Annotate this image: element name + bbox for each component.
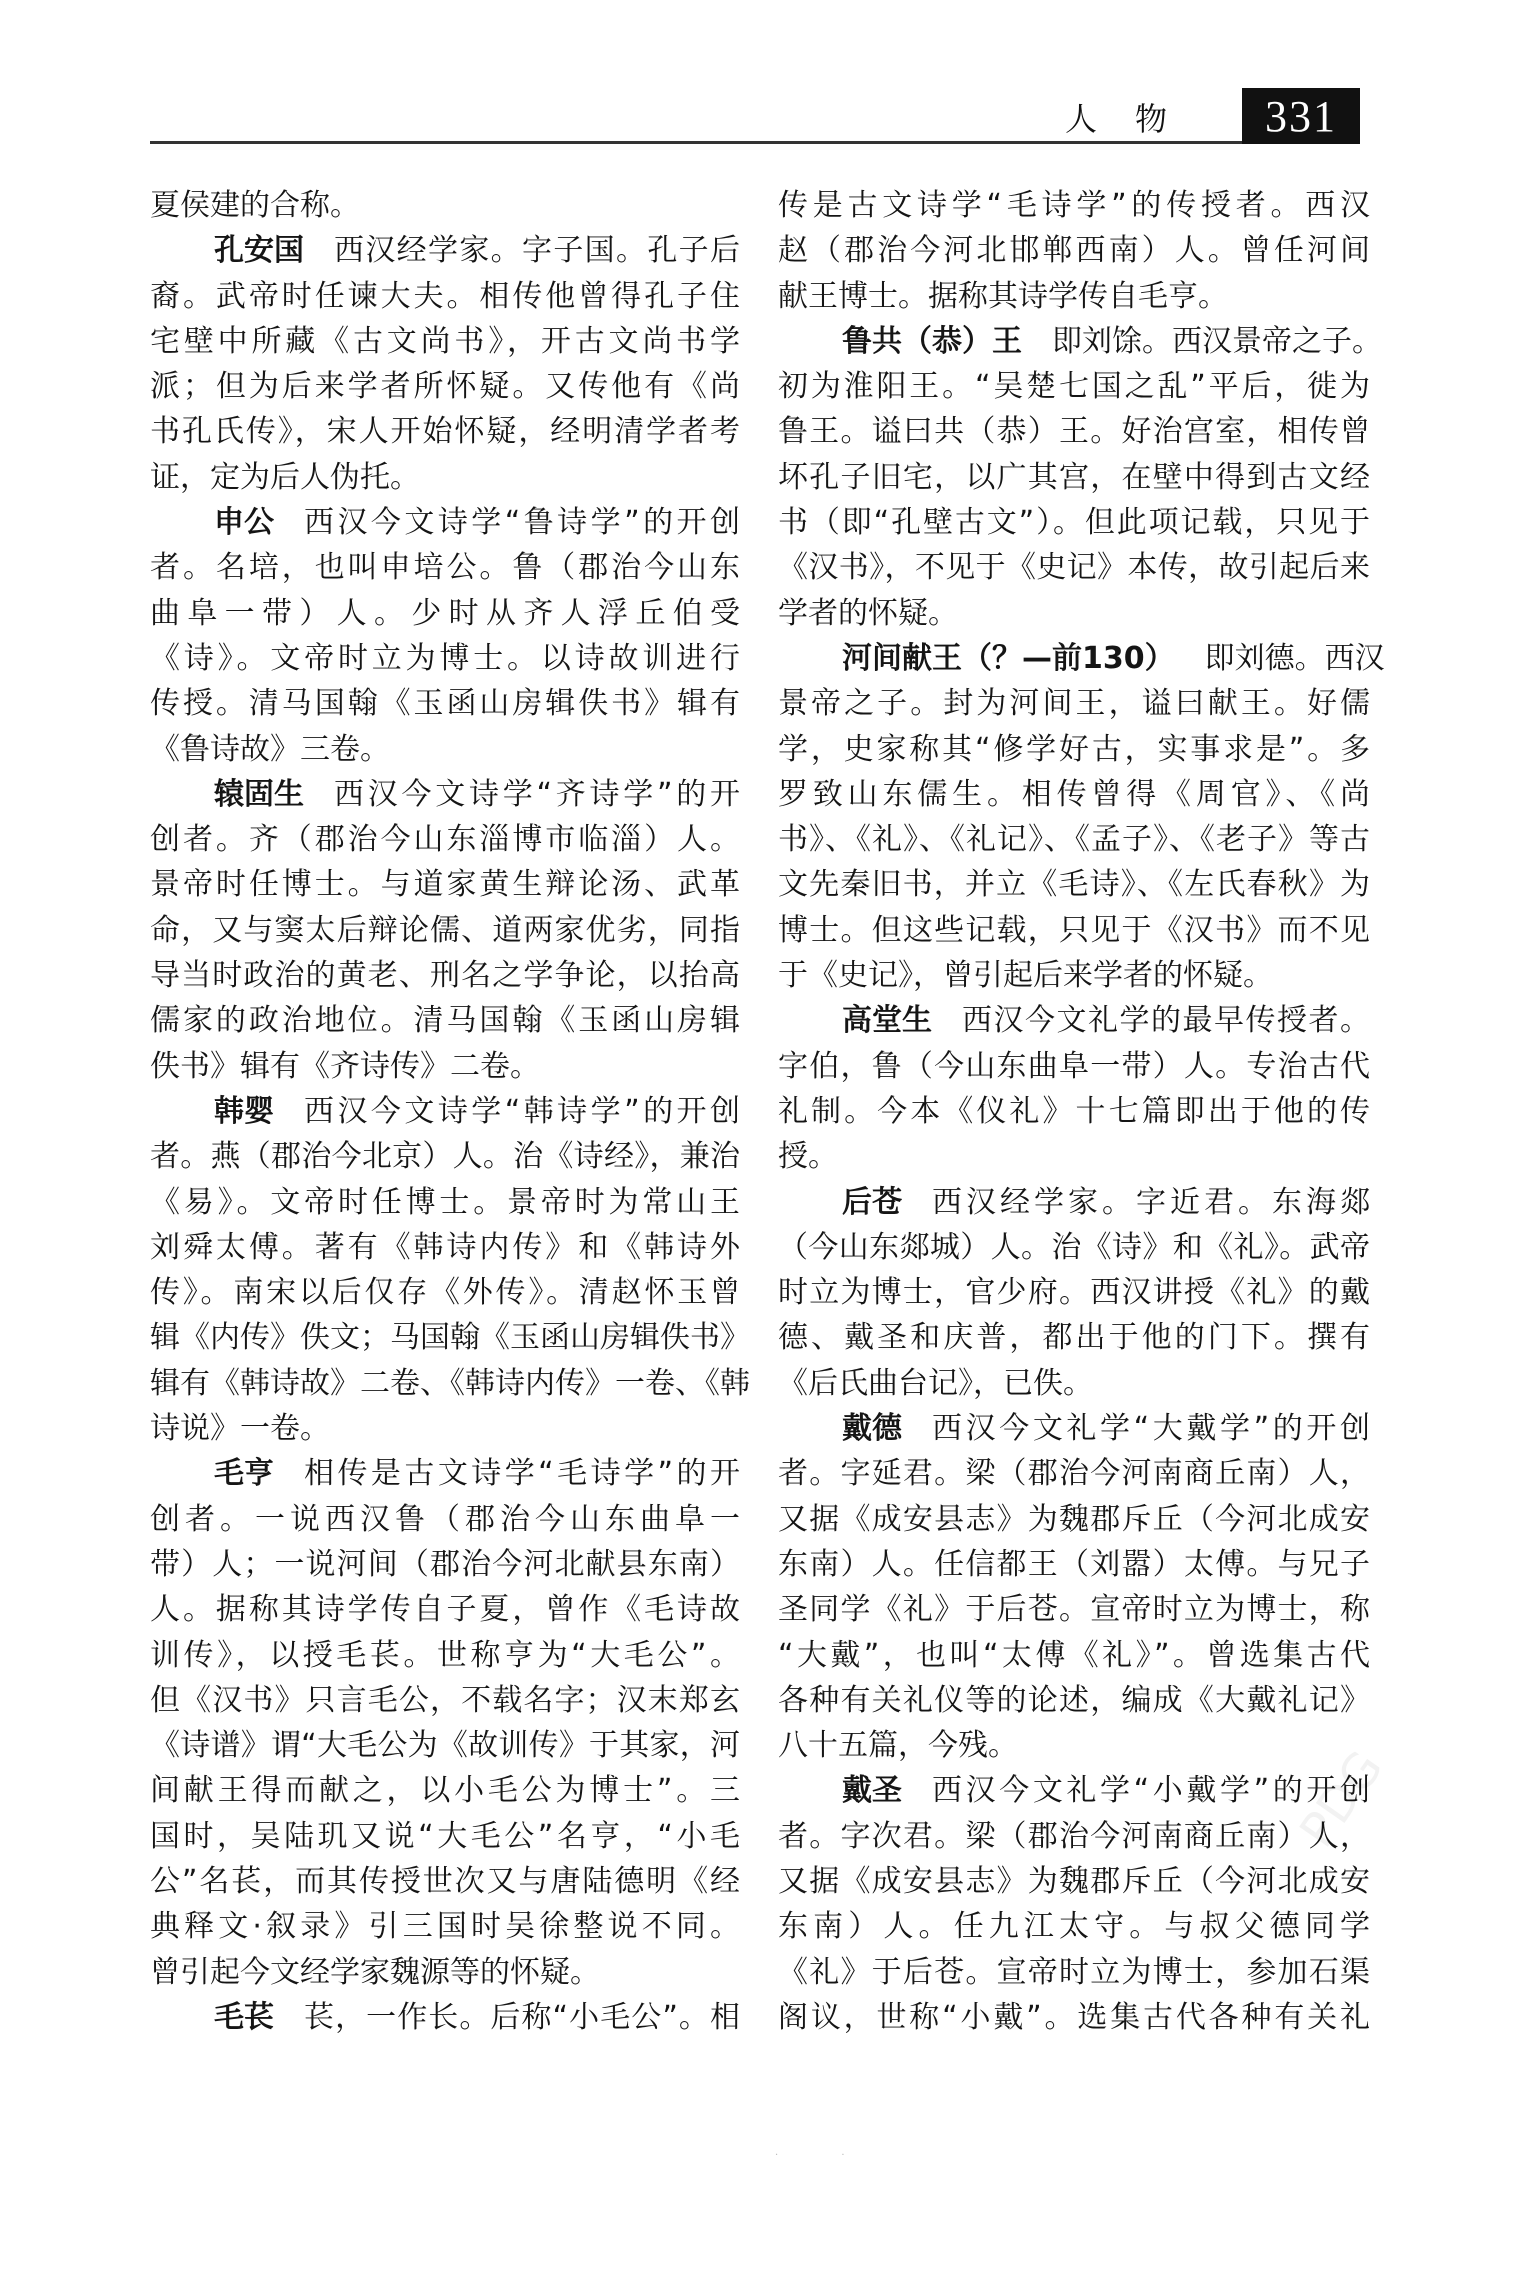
line-text: 文先秦旧书，并立《毛诗》、《左氏春秋》为: [778, 867, 1370, 903]
text-line: [778, 1361, 1370, 1406]
text-line: [778, 455, 1370, 500]
line-text: 初为淮阳王。“吴楚七国之乱”平后，徙为: [778, 369, 1370, 405]
footer-marks: · ·: [775, 2150, 875, 2161]
line-text: 西汉今文礼学“大戴学”的开创: [932, 1411, 1370, 1447]
line-text: 献王博士。据称其诗学传自毛亨。: [778, 278, 1228, 314]
text-line: [150, 319, 740, 364]
line-text: 罗致山东儒生。相传曾得《周官》、《尚: [778, 776, 1370, 812]
line-text: 书》、《礼》、《礼记》、《孟子》、《老子》等古: [778, 822, 1370, 858]
line-text: 西汉今文诗学“鲁诗学”的开创: [304, 505, 740, 541]
header-rule: [150, 141, 1360, 144]
text-line: [150, 183, 740, 228]
entry-first-line: [778, 1406, 1370, 1451]
text-line: [150, 862, 740, 907]
text-line: [778, 1950, 1370, 1995]
line-text: 阁议，世称“小戴”。选集古代各种有关礼: [778, 1999, 1370, 2035]
text-line: [778, 772, 1370, 817]
text-line: [150, 636, 740, 681]
line-text: 《鲁诗故》三卷。: [150, 731, 390, 767]
text-line: [150, 409, 740, 454]
page-number: 331: [1242, 88, 1360, 144]
line-text: 辑有《韩诗故》二卷、《韩诗内传》一卷、《韩: [150, 1365, 750, 1401]
line-text: 德、戴圣和庆普，都出于他的门下。撰有: [778, 1320, 1370, 1356]
line-text: 各种有关礼仪等的论述，编成《大戴礼记》: [778, 1682, 1370, 1718]
entry-first-line: [778, 1180, 1370, 1225]
line-text: 公”名苌，而其传授世次又与唐陆德明《经: [150, 1863, 740, 1899]
text-line: [778, 500, 1370, 545]
line-text: 人。据称其诗学传自子夏，曾作《毛诗故: [150, 1592, 740, 1628]
line-text: 学，史家称其“修学好古，实事求是”。多: [778, 731, 1370, 767]
text-line: [778, 1134, 1370, 1179]
line-text: 东南）人。任信都王（刘嚣）太傅。与兄子: [778, 1546, 1370, 1582]
text-line: [778, 1814, 1370, 1859]
text-line: [150, 1904, 740, 1949]
text-line: [150, 1361, 750, 1406]
line-text: 《诗》。文帝时立为博士。以诗故训进行: [150, 640, 740, 676]
text-line: [150, 1180, 740, 1225]
text-line: [150, 1270, 740, 1315]
entry-headword: 申公: [214, 505, 274, 541]
text-line: [150, 1044, 740, 1089]
text-line: [150, 1723, 740, 1768]
entry-first-line: [778, 636, 1385, 681]
text-line: [150, 455, 740, 500]
line-text: 者。燕（郡治今北京）人。治《诗经》，兼治: [150, 1139, 740, 1175]
entry-first-line: [150, 1451, 740, 1496]
line-text: 书孔氏传》，宋人开始怀疑，经明清学者考: [150, 414, 740, 450]
text-line: [150, 1814, 740, 1859]
line-text: 《后氏曲台记》，已佚。: [778, 1365, 1093, 1401]
line-text: 命，又与窦太后辩论儒、道两家优劣，同指: [150, 912, 740, 948]
line-text: 裔。武帝时任谏大夫。相传他曾得孔子住: [150, 278, 740, 314]
line-text: 授。: [778, 1139, 838, 1175]
text-line: [150, 908, 740, 953]
line-text: 者。名培，也叫申培公。鲁（郡治今山东: [150, 550, 740, 586]
text-line: [778, 1542, 1370, 1587]
text-line: [150, 1134, 740, 1179]
text-line: [778, 1044, 1370, 1089]
line-text: 相传是古文诗学“毛诗学”的开: [304, 1456, 740, 1492]
text-line: [778, 953, 1370, 998]
entry-headword: 戴圣: [842, 1773, 902, 1809]
text-line: [150, 1633, 740, 1678]
line-text: 圣同学《礼》于后苍。宣帝时立为博士，称: [778, 1592, 1370, 1628]
line-text: 派；但为后来学者所怀疑。又传他有《尚: [150, 369, 740, 405]
line-text: 夏侯建的合称。: [150, 188, 360, 223]
text-line: [150, 1768, 740, 1813]
text-line: [150, 1542, 740, 1587]
line-text: 《汉书》，不见于《史记》本传，故引起后来: [778, 550, 1370, 586]
line-text: 诗说》一卷。: [150, 1411, 330, 1447]
text-line: [778, 1723, 1370, 1768]
line-text: 西汉经学家。字子国。孔子后: [334, 233, 740, 269]
line-text: 《礼》于后苍。宣帝时立为博士，参加石渠: [778, 1954, 1370, 1990]
line-text: 西汉经学家。字近君。东海郯: [932, 1184, 1370, 1220]
line-text: 礼制。今本《仪礼》十七篇即出于他的传: [778, 1093, 1370, 1129]
text-line: [150, 364, 740, 409]
running-header: [150, 92, 1360, 148]
text-line: [150, 1587, 740, 1632]
line-text: （今山东郯城）人。治《诗》和《礼》。武帝: [778, 1229, 1370, 1265]
line-text: 即刘馀。西汉景帝之子。: [1052, 323, 1382, 359]
text-line: [150, 998, 740, 1043]
line-text: 宅壁中所藏《古文尚书》，开古文尚书学: [150, 323, 740, 359]
entry-first-line: [150, 228, 740, 273]
text-line: [778, 1587, 1370, 1632]
text-line: [150, 1950, 740, 1995]
entry-headword: 高堂生: [842, 1003, 932, 1039]
text-line: [778, 1995, 1370, 2040]
line-text: 证，定为后人伪托。: [150, 459, 420, 495]
line-text: 于《史记》，曾引起后来学者的怀疑。: [778, 958, 1273, 994]
text-line: [778, 1089, 1370, 1134]
entry-headword: 韩婴: [214, 1093, 274, 1129]
text-line: [778, 409, 1370, 454]
text-line: [150, 1315, 750, 1360]
text-line: [150, 1225, 740, 1270]
line-text: 又据《成安县志》为魏郡斥丘（今河北成安: [778, 1501, 1370, 1537]
text-line: [778, 1497, 1370, 1542]
entry-first-line: [778, 998, 1370, 1043]
line-text: 训传》，以授毛苌。世称亨为“大毛公”。: [150, 1637, 740, 1673]
line-text: 西汉今文礼学的最早传授者。: [962, 1003, 1370, 1039]
text-line: [778, 183, 1370, 228]
line-text: 书（即“孔壁古文”）。但此项记载，只见于: [778, 505, 1370, 541]
text-line: [778, 1859, 1370, 1904]
text-line: [778, 228, 1370, 273]
line-text: 国时，吴陆玑又说“大毛公”名亨，“小毛: [150, 1818, 740, 1854]
entry-headword: 河间献王（？—前130）: [842, 640, 1175, 676]
text-line: [778, 364, 1370, 409]
text-line: [150, 727, 740, 772]
right-column: [778, 183, 1385, 2040]
text-line: [778, 1633, 1370, 1678]
entry-headword: 辕固生: [214, 776, 304, 812]
text-line: [778, 545, 1370, 590]
text-line: [150, 1859, 740, 1904]
line-text: 学者的怀疑。: [778, 595, 958, 631]
text-line: [150, 817, 740, 862]
line-text: 东南）人。任九江太守。与叔父德同学: [778, 1909, 1370, 1945]
text-line: [778, 908, 1370, 953]
watermark: PDG: [1289, 1740, 1395, 1858]
line-text: 景帝时任博士。与道家黄生辩论汤、武革: [150, 867, 740, 903]
text-line: [150, 1678, 740, 1723]
line-text: 《诗谱》谓“大毛公为《故训传》于其家，河: [150, 1728, 740, 1764]
entry-first-line: [778, 1768, 1370, 1813]
line-text: 八十五篇，今残。: [778, 1728, 1018, 1764]
entry-first-line: [150, 772, 740, 817]
entry-first-line: [150, 500, 740, 545]
line-text: 又据《成安县志》为魏郡斥丘（今河北成安: [778, 1863, 1370, 1899]
line-text: 导当时政治的黄老、刑名之学争论，以抬高: [150, 958, 740, 994]
entry-headword: 毛苌: [214, 1999, 274, 2035]
line-text: 西汉今文诗学“齐诗学”的开: [334, 776, 740, 812]
line-text: 儒家的政治地位。清马国翰《玉函山房辑: [150, 1003, 740, 1039]
text-line: [778, 681, 1370, 726]
text-line: [778, 862, 1370, 907]
line-text: 辑《内传》佚文；马国翰《玉函山房辑佚书》: [150, 1320, 750, 1356]
line-text: 坏孔子旧宅，以广其宫，在壁中得到古文经: [778, 459, 1370, 495]
text-line: [150, 545, 740, 590]
text-line: [150, 591, 740, 636]
line-text: 赵（郡治今河北邯郸西南）人。曾任河间: [778, 233, 1370, 269]
line-text: 者。字延君。梁（郡治今河南商丘南）人，: [778, 1456, 1370, 1492]
line-text: 西汉今文礼学“小戴学”的开创: [932, 1773, 1370, 1809]
text-line: [150, 1406, 740, 1451]
line-text: 间献王得而献之，以小毛公为博士”。三: [150, 1773, 740, 1809]
left-column: [150, 183, 750, 2040]
text-line: [778, 817, 1370, 862]
line-text: 者。字次君。梁（郡治今河南商丘南）人，: [778, 1818, 1370, 1854]
line-text: 但《汉书》只言毛公，不载名字；汉末郑玄: [150, 1682, 740, 1718]
line-text: 字伯，鲁（今山东曲阜一带）人。专治古代: [778, 1048, 1370, 1084]
entry-first-line: [778, 319, 1382, 364]
line-text: 曲阜一带）人。少时从齐人浮丘伯受: [150, 595, 740, 631]
text-line: [778, 1904, 1370, 1949]
line-text: 《易》。文帝时任博士。景帝时为常山王: [150, 1184, 740, 1220]
text-line: [778, 1315, 1370, 1360]
line-text: 景帝之子。封为河间王，谥曰献王。好儒: [778, 686, 1370, 722]
text-line: [778, 1270, 1370, 1315]
section-label: 人物: [1064, 100, 1205, 138]
line-text: 创者。齐（郡治今山东淄博市临淄）人。: [150, 822, 740, 858]
line-text: “大戴”，也叫“太傅《礼》”。曾选集古代: [778, 1637, 1370, 1673]
line-text: 即刘德。西汉: [1204, 640, 1385, 676]
line-text: 佚书》辑有《齐诗传》二卷。: [150, 1048, 540, 1084]
entry-first-line: [150, 1089, 740, 1134]
entry-headword: 毛亨: [214, 1456, 274, 1492]
line-text: 传是古文诗学“毛诗学”的传授者。西汉: [778, 188, 1370, 223]
entry-first-line: [150, 1995, 740, 2040]
line-text: 苌，一作长。后称“小毛公”。相: [304, 1999, 740, 2035]
entry-headword: 鲁共（恭）王: [842, 323, 1022, 359]
text-line: [150, 681, 740, 726]
entry-headword: 孔安国: [214, 233, 304, 269]
text-line: [150, 274, 740, 319]
line-text: 带）人；一说河间（郡治今河北献县东南）: [150, 1546, 740, 1582]
text-line: [778, 727, 1370, 772]
text-line: [778, 591, 1370, 636]
line-text: 西汉今文诗学“韩诗学”的开创: [304, 1093, 740, 1129]
entry-headword: 后苍: [842, 1184, 902, 1220]
line-text: 典释文·叙录》引三国时吴徐整说不同。: [150, 1909, 740, 1945]
line-text: 传授。清马国翰《玉函山房辑佚书》辑有: [150, 686, 740, 722]
line-text: 博士。但这些记载，只见于《汉书》而不见: [778, 912, 1370, 948]
text-line: [778, 1678, 1370, 1723]
line-text: 鲁王。谥曰共（恭）王。好治宫室，相传曾: [778, 414, 1370, 450]
line-text: 时立为博士，官少府。西汉讲授《礼》的戴: [778, 1275, 1370, 1311]
entry-headword: 戴德: [842, 1411, 902, 1447]
line-text: 传》。南宋以后仅存《外传》。清赵怀玉曾: [150, 1275, 740, 1311]
text-line: [778, 1225, 1370, 1270]
line-text: 曾引起今文经学家魏源等的怀疑。: [150, 1954, 600, 1990]
line-text: 刘舜太傅。著有《韩诗内传》和《韩诗外: [150, 1229, 740, 1265]
text-line: [150, 1497, 740, 1542]
text-line: [778, 1451, 1370, 1496]
text-line: [778, 274, 1370, 319]
text-line: [150, 953, 740, 998]
line-text: 创者。一说西汉鲁（郡治今山东曲阜一: [150, 1501, 740, 1537]
